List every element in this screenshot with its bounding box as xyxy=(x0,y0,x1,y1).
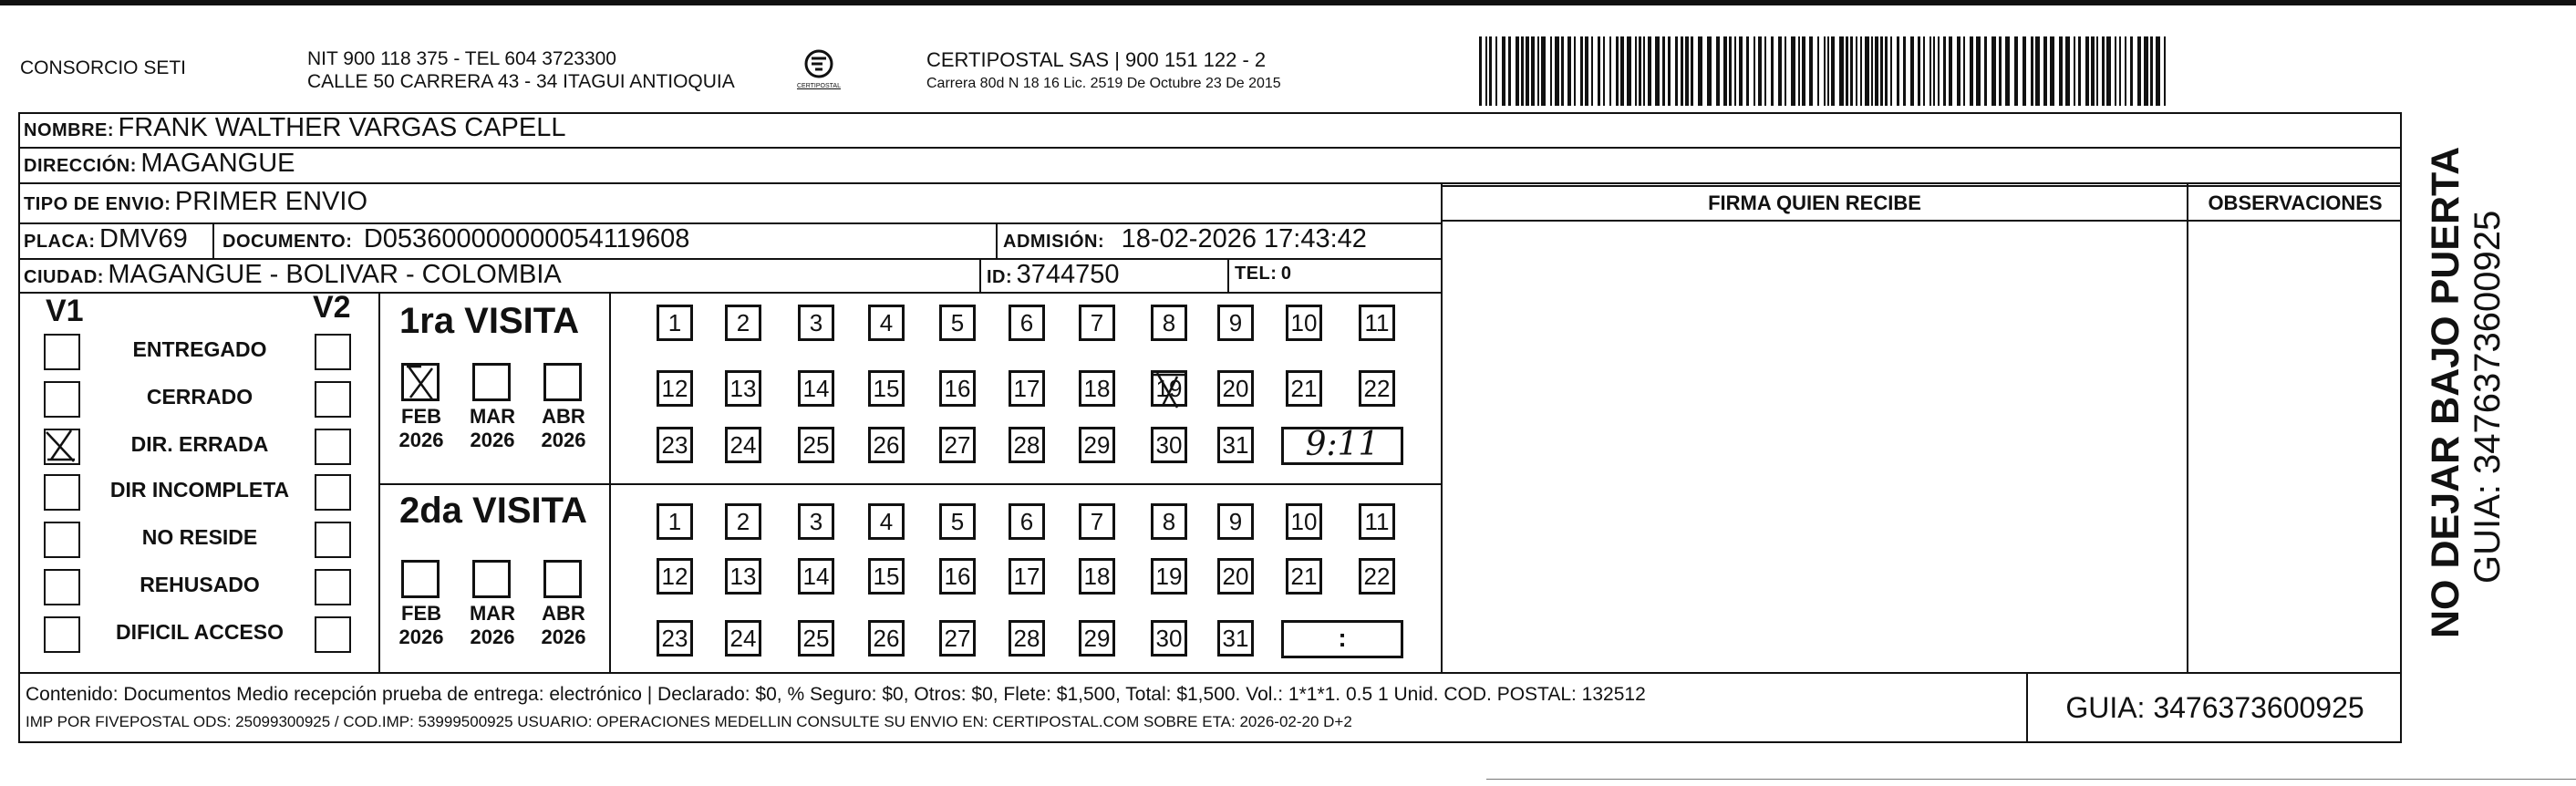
visit2-day-box[interactable] xyxy=(1151,558,1187,595)
month-label xyxy=(536,602,591,649)
day-number: 30 xyxy=(1155,431,1183,459)
tipo-value: PRIMER ENVIO xyxy=(174,187,368,216)
day-number: 21 xyxy=(1290,563,1318,590)
day-number: 2 xyxy=(736,309,750,336)
day-number: 22 xyxy=(1363,375,1391,402)
ciudad-row xyxy=(24,260,562,290)
ciudad-value: MAGANGUE - BOLIVAR - COLOMBIA xyxy=(108,260,562,289)
day-number: 4 xyxy=(879,309,894,336)
v2-checkbox[interactable] xyxy=(315,474,351,511)
visit1-day-box[interactable] xyxy=(1359,305,1395,341)
documento-row xyxy=(222,224,689,254)
day-number: 19 xyxy=(1155,375,1183,402)
admision-row xyxy=(1003,224,1367,254)
tel-label: TEL: xyxy=(1235,264,1278,284)
day-number: 10 xyxy=(1290,309,1318,336)
day-number: 12 xyxy=(661,563,688,590)
direccion-row xyxy=(24,149,295,179)
tel-row xyxy=(1235,264,1292,284)
month-checkbox[interactable] xyxy=(543,560,582,598)
visit1-day-box[interactable] xyxy=(939,305,976,341)
nombre-value: FRANK WALTHER VARGAS CAPELL xyxy=(118,113,566,142)
visit1-day-box[interactable] xyxy=(868,370,905,407)
rule xyxy=(2187,184,2188,674)
visit2-day-box[interactable] xyxy=(1286,558,1322,595)
visit1-day-box[interactable] xyxy=(1079,305,1115,341)
visit1-day-box[interactable] xyxy=(798,427,834,463)
visit2-day-box[interactable] xyxy=(1079,558,1115,595)
day-number: 9 xyxy=(1228,309,1243,336)
day-number: 20 xyxy=(1222,375,1249,402)
day-number: 27 xyxy=(944,625,971,652)
visit2-day-box[interactable] xyxy=(1359,503,1395,540)
visit2-day-box[interactable] xyxy=(939,503,976,540)
day-number: 4 xyxy=(879,508,894,535)
v1-checkbox[interactable] xyxy=(44,334,80,370)
status-label: DIR. ERRADA xyxy=(130,432,269,456)
day-number: 24 xyxy=(729,625,757,652)
v2-checkbox[interactable] xyxy=(315,334,351,370)
visit2-day-box[interactable] xyxy=(725,503,761,540)
visit1-day-box[interactable] xyxy=(1079,427,1115,463)
visit1-day-box[interactable] xyxy=(725,305,761,341)
visit2-day-box[interactable] xyxy=(1079,503,1115,540)
v2-checkbox[interactable] xyxy=(315,616,351,653)
day-number: 7 xyxy=(1090,508,1104,535)
visit1-day-box[interactable] xyxy=(868,427,905,463)
month-checkbox[interactable] xyxy=(401,560,440,598)
status-label: CERRADO xyxy=(146,385,253,409)
day-number: 29 xyxy=(1083,625,1111,652)
rule xyxy=(212,222,214,259)
placa-value: DMV69 xyxy=(99,224,188,253)
v2-checkbox[interactable] xyxy=(315,569,351,605)
visit1-day-box[interactable] xyxy=(725,370,761,407)
v1-checkbox[interactable] xyxy=(44,381,80,418)
month-year: 2026 xyxy=(470,429,515,451)
visit1-time: 9:11 xyxy=(1305,426,1380,463)
visit1-day-box[interactable] xyxy=(657,370,693,407)
certipostal-logo: CERTIPOSTAL xyxy=(793,44,844,98)
visit2-day-box[interactable] xyxy=(939,620,976,657)
visit1-day-box[interactable] xyxy=(1217,427,1254,463)
day-number: 17 xyxy=(1013,563,1040,590)
month-year: 2026 xyxy=(541,626,586,648)
visit2-day-box[interactable] xyxy=(1151,620,1187,657)
day-number: 5 xyxy=(950,508,965,535)
visit1-day-box[interactable] xyxy=(657,427,693,463)
bottom-line xyxy=(1486,779,2576,780)
rule xyxy=(18,147,2402,149)
visit2-day-box[interactable] xyxy=(868,620,905,657)
v2-checkbox[interactable] xyxy=(315,429,351,465)
month-year: 2026 xyxy=(398,429,444,451)
day-number: 10 xyxy=(1290,508,1318,535)
day-number: 14 xyxy=(802,563,830,590)
v2-checkbox[interactable] xyxy=(315,522,351,558)
visit2-day-box[interactable] xyxy=(725,620,761,657)
v1-label: V1 xyxy=(46,294,84,328)
visit1-day-box[interactable] xyxy=(1009,427,1045,463)
month-name: MAR xyxy=(469,405,516,428)
day-number: 14 xyxy=(802,375,830,402)
day-number: 8 xyxy=(1162,508,1176,535)
day-number: 28 xyxy=(1013,625,1040,652)
carrier-license: Carrera 80d N 18 16 Lic. 2519 De Octubre 23 De 2015 xyxy=(926,76,1281,91)
day-number: 24 xyxy=(729,431,757,459)
footer-line1: Contenido: Documentos Medio recepción prueba de entrega: electrónico | Declarado: $0, % Seguro: $0, Otros: $0, Flete: $1,500, Total: $1,500. Vol.: 1*1*1. 0.5 1 Unid. COD. POSTAL: 132512 xyxy=(26,684,1646,705)
day-number: 31 xyxy=(1222,625,1249,652)
day-number: 12 xyxy=(661,375,688,402)
day-number: 29 xyxy=(1083,431,1111,459)
month-year: 2026 xyxy=(541,429,586,451)
visit2-day-box[interactable] xyxy=(798,503,834,540)
day-number: 28 xyxy=(1013,431,1040,459)
day-number: 16 xyxy=(944,563,971,590)
visit1-day-box[interactable] xyxy=(1286,305,1322,341)
company-name: CONSORCIO SETI xyxy=(20,57,187,78)
day-number: 23 xyxy=(661,625,688,652)
rule xyxy=(1441,220,2402,222)
visit1-day-box[interactable] xyxy=(657,305,693,341)
month-label xyxy=(465,602,520,649)
status-label: ENTREGADO xyxy=(132,337,267,361)
visit2-day-box[interactable] xyxy=(657,620,693,657)
day-number: 21 xyxy=(1290,375,1318,402)
ciudad-label: CIUDAD: xyxy=(24,267,104,287)
visit1-day-box[interactable] xyxy=(725,427,761,463)
month-label xyxy=(394,405,449,452)
nombre-label: NOMBRE: xyxy=(24,120,115,140)
visit1-day-box[interactable] xyxy=(1286,370,1322,407)
day-number: 26 xyxy=(873,431,900,459)
day-number: 11 xyxy=(1364,309,1390,336)
visit1-day-box[interactable] xyxy=(1217,305,1254,341)
visit1-day-box[interactable] xyxy=(1151,370,1187,407)
day-number: 31 xyxy=(1222,431,1249,459)
status-label: REHUSADO xyxy=(140,573,260,596)
admision-label: ADMISIÓN: xyxy=(1003,232,1105,252)
month-year: 2026 xyxy=(470,626,515,648)
placa-label: PLACA: xyxy=(24,232,96,252)
month-checkbox[interactable] xyxy=(543,363,582,401)
placa-row xyxy=(24,224,188,254)
id-row xyxy=(987,260,1120,290)
day-number: 13 xyxy=(729,375,757,402)
carrier-name: CERTIPOSTAL SAS | 900 151 122 - 2 xyxy=(926,48,1267,71)
visit2-time-box[interactable] xyxy=(1281,620,1403,658)
month-name: ABR xyxy=(542,405,585,428)
status-label: NO RESIDE xyxy=(141,525,258,549)
observaciones-label: OBSERVACIONES xyxy=(2208,191,2383,214)
day-number: 23 xyxy=(661,431,688,459)
tipo-label: TIPO DE ENVIO: xyxy=(24,194,171,214)
visit2-day-box[interactable] xyxy=(1217,503,1254,540)
rule xyxy=(979,258,981,293)
footer-line2: IMP POR FIVEPOSTAL ODS: 25099300925 / COD.IMP: 53999500925 USUARIO: OPERACIONES MEDELLIN CONSULTE SU ENVIO EN: CERTIPOSTAL.COM SOBRE ETA: 2026-02-20 D+2 xyxy=(26,713,1352,730)
visit2-day-box[interactable] xyxy=(657,558,693,595)
status-label: DIR INCOMPLETA xyxy=(109,478,290,502)
visit1-title: 1ra VISITA xyxy=(399,301,580,341)
direccion-label: DIRECCIÓN: xyxy=(24,156,137,176)
visit1-day-box[interactable] xyxy=(1009,305,1045,341)
month-label xyxy=(465,405,520,452)
day-number: 1 xyxy=(667,508,682,535)
id-label: ID: xyxy=(987,267,1013,287)
visit2-day-box[interactable] xyxy=(1286,503,1322,540)
month-checkbox[interactable] xyxy=(472,363,511,401)
day-number: 19 xyxy=(1155,563,1183,590)
day-number: 26 xyxy=(873,625,900,652)
day-number: 15 xyxy=(873,375,900,402)
day-number: 7 xyxy=(1090,309,1104,336)
nombre-row xyxy=(24,113,565,143)
firma-label: FIRMA QUIEN RECIBE xyxy=(1708,191,1921,214)
visit1-day-box[interactable] xyxy=(939,370,976,407)
month-checkbox[interactable] xyxy=(401,363,440,401)
visit2-day-box[interactable] xyxy=(868,558,905,595)
rule xyxy=(996,222,998,259)
visit1-day-box[interactable] xyxy=(1079,370,1115,407)
month-name: FEB xyxy=(401,602,441,625)
v1-checkbox[interactable] xyxy=(44,616,80,653)
visit1-day-box[interactable] xyxy=(868,305,905,341)
visit1-day-box[interactable] xyxy=(939,427,976,463)
v1-checkbox[interactable] xyxy=(44,522,80,558)
month-year: 2026 xyxy=(398,626,444,648)
documento-value: D053600000000054119608 xyxy=(363,224,690,253)
day-number: 9 xyxy=(1228,508,1243,535)
v1-checkbox[interactable] xyxy=(44,429,80,465)
day-number: 30 xyxy=(1155,625,1183,652)
id-value: 3744750 xyxy=(1016,260,1120,289)
day-number: 3 xyxy=(809,508,823,535)
day-number: 1 xyxy=(667,309,682,336)
company-address: CALLE 50 CARRERA 43 - 34 ITAGUI ANTIOQUIA xyxy=(307,71,735,92)
v2-label: V2 xyxy=(313,290,351,325)
day-number: 3 xyxy=(809,309,823,336)
visit2-day-box[interactable] xyxy=(798,620,834,657)
v1-checkbox[interactable] xyxy=(44,569,80,605)
day-number: 11 xyxy=(1364,508,1390,535)
visit2-day-box[interactable] xyxy=(1009,503,1045,540)
visit2-day-box[interactable] xyxy=(1359,558,1395,595)
visit2-day-box[interactable] xyxy=(1009,620,1045,657)
side-warning: NO DEJAR BAJO PUERTA xyxy=(2424,146,2467,638)
barcode xyxy=(1479,36,2167,106)
visit1-day-box[interactable] xyxy=(798,370,834,407)
status-label: DIFICIL ACCESO xyxy=(115,620,284,644)
day-number: 16 xyxy=(944,375,971,402)
tipo-row xyxy=(24,187,367,217)
visit2-day-box[interactable] xyxy=(868,503,905,540)
visit2-day-box[interactable] xyxy=(1151,503,1187,540)
footer-guia: GUIA: 3476373600925 xyxy=(2065,691,2364,724)
nit-tel: NIT 900 118 375 - TEL 604 3723300 xyxy=(307,48,616,69)
rule xyxy=(1441,185,2402,187)
month-name: ABR xyxy=(542,602,585,625)
visit1-day-box[interactable] xyxy=(1009,370,1045,407)
day-number: 27 xyxy=(944,431,971,459)
day-number: 5 xyxy=(950,309,965,336)
day-number: 18 xyxy=(1083,563,1111,590)
visit2-day-box[interactable] xyxy=(939,558,976,595)
visit2-day-box[interactable] xyxy=(1217,558,1254,595)
visit1-day-box[interactable] xyxy=(1217,370,1254,407)
visit1-day-box[interactable] xyxy=(1359,370,1395,407)
month-label xyxy=(394,602,449,649)
rule xyxy=(18,182,2402,184)
top-border xyxy=(0,0,2576,5)
v2-checkbox[interactable] xyxy=(315,381,351,418)
rule xyxy=(1227,258,1229,293)
direccion-value: MAGANGUE xyxy=(140,149,295,178)
visit2-day-box[interactable] xyxy=(798,558,834,595)
month-label xyxy=(536,405,591,452)
day-number: 18 xyxy=(1083,375,1111,402)
visit2-day-box[interactable] xyxy=(1009,558,1045,595)
visit2-day-box[interactable] xyxy=(657,503,693,540)
day-number: 8 xyxy=(1162,309,1176,336)
day-number: 2 xyxy=(736,508,750,535)
month-name: FEB xyxy=(401,405,441,428)
month-name: MAR xyxy=(469,602,516,625)
visit2-title: 2da VISITA xyxy=(399,491,587,531)
day-number: 25 xyxy=(802,431,830,459)
v1-checkbox[interactable] xyxy=(44,474,80,511)
admision-value: 18-02-2026 17:43:42 xyxy=(1121,224,1367,253)
visit2-day-box[interactable] xyxy=(1079,620,1115,657)
rule xyxy=(379,483,1441,485)
day-number: 15 xyxy=(873,563,900,590)
day-number: 20 xyxy=(1222,563,1249,590)
visit2-day-box[interactable] xyxy=(725,558,761,595)
day-number: 25 xyxy=(802,625,830,652)
visit1-time-box[interactable] xyxy=(1281,427,1403,465)
day-number: 6 xyxy=(1019,309,1034,336)
day-number: 6 xyxy=(1019,508,1034,535)
visit1-day-box[interactable] xyxy=(1151,427,1187,463)
visit2-day-box[interactable] xyxy=(1217,620,1254,657)
rule xyxy=(18,672,2402,674)
documento-label: DOCUMENTO: xyxy=(222,232,353,252)
visit2-time: : xyxy=(1338,624,1347,652)
tel-value: 0 xyxy=(1280,264,1292,284)
month-checkbox[interactable] xyxy=(472,560,511,598)
side-guia: GUIA: 3476373600925 xyxy=(2467,210,2508,584)
day-number: 17 xyxy=(1013,375,1040,402)
day-number: 22 xyxy=(1363,563,1391,590)
visit1-day-box[interactable] xyxy=(1151,305,1187,341)
day-number: 13 xyxy=(729,563,757,590)
visit1-day-box[interactable] xyxy=(798,305,834,341)
rule xyxy=(1441,184,1443,674)
